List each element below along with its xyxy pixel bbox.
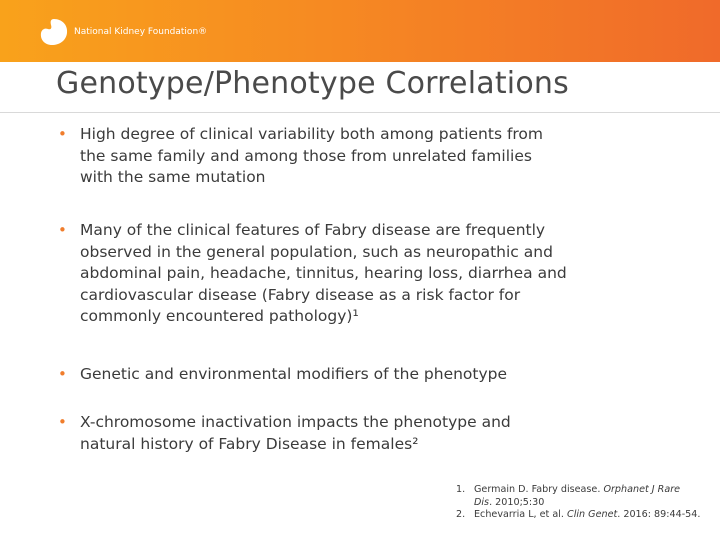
bullet-text: [80, 124, 543, 189]
bullet-icon: •: [58, 413, 67, 431]
reference-journal: Orphanet J Rare: [603, 484, 681, 495]
bullet-line: observed in the general population, such as neuropathic and: [80, 242, 553, 261]
bullet-line: natural history of Fabry Disease in females²: [80, 434, 419, 453]
reference-plain: Germain D. Fabry disease.: [474, 484, 604, 495]
slide-title: Genotype/Phenotype Correlations: [56, 66, 569, 101]
nkf-logo: [38, 16, 207, 48]
bullet-line: abdominal pain, headache, tinnitus, hearing loss, diarrhea and: [80, 264, 567, 282]
reference-line: [474, 497, 680, 510]
reference-plain: . 2010;5:30: [489, 496, 545, 508]
bullet-text: [80, 412, 511, 455]
bullet-line: X-chromosome inactivation impacts the phenotype and: [80, 413, 511, 431]
reference-number: 1.: [456, 484, 466, 495]
bullet-line: commonly encountered pathology)¹: [80, 307, 359, 325]
kidney-logo-icon: [38, 17, 70, 47]
reference-item: [456, 484, 718, 509]
reference-list: [456, 484, 718, 522]
bullet-icon: •: [58, 365, 67, 383]
bullet-line: cardiovascular disease (Fabry disease as a risk factor for: [80, 285, 521, 304]
bullet-line: Genetic and environmental modifiers of the phenotype: [80, 365, 508, 383]
bullet-line: Many of the clinical features of Fabry disease are frequently: [80, 221, 546, 239]
header-band: [0, 0, 720, 62]
reference-number: 2.: [456, 509, 466, 520]
reference-line: [474, 484, 680, 497]
bullet-icon: •: [58, 125, 67, 143]
bullet-icon: •: [58, 221, 67, 239]
title-divider: [0, 112, 720, 113]
reference-plain: Echevarria L, et al.: [474, 509, 567, 520]
reference-text: [474, 509, 700, 522]
reference-line: [474, 509, 700, 522]
bullet-line: the same family and among those from unrelated families: [80, 146, 532, 165]
logo-text: National Kidney Foundation®: [74, 27, 208, 37]
reference-journal: Clin Genet: [567, 509, 618, 520]
bullet-line: High degree of clinical variability both among patients from: [80, 125, 544, 143]
bullet-text: [80, 364, 507, 386]
reference-journal: Dis: [474, 496, 490, 508]
bullet-item: [58, 220, 567, 328]
reference-item: [456, 509, 718, 522]
reference-plain: . 2016: 89:44-54.: [617, 509, 701, 520]
bullet-item: [58, 124, 543, 189]
reference-text: [474, 484, 680, 509]
bullet-text: [80, 220, 567, 328]
bullet-line: with the same mutation: [80, 168, 266, 186]
bullet-item: [58, 364, 507, 386]
bullet-item: [58, 412, 511, 455]
